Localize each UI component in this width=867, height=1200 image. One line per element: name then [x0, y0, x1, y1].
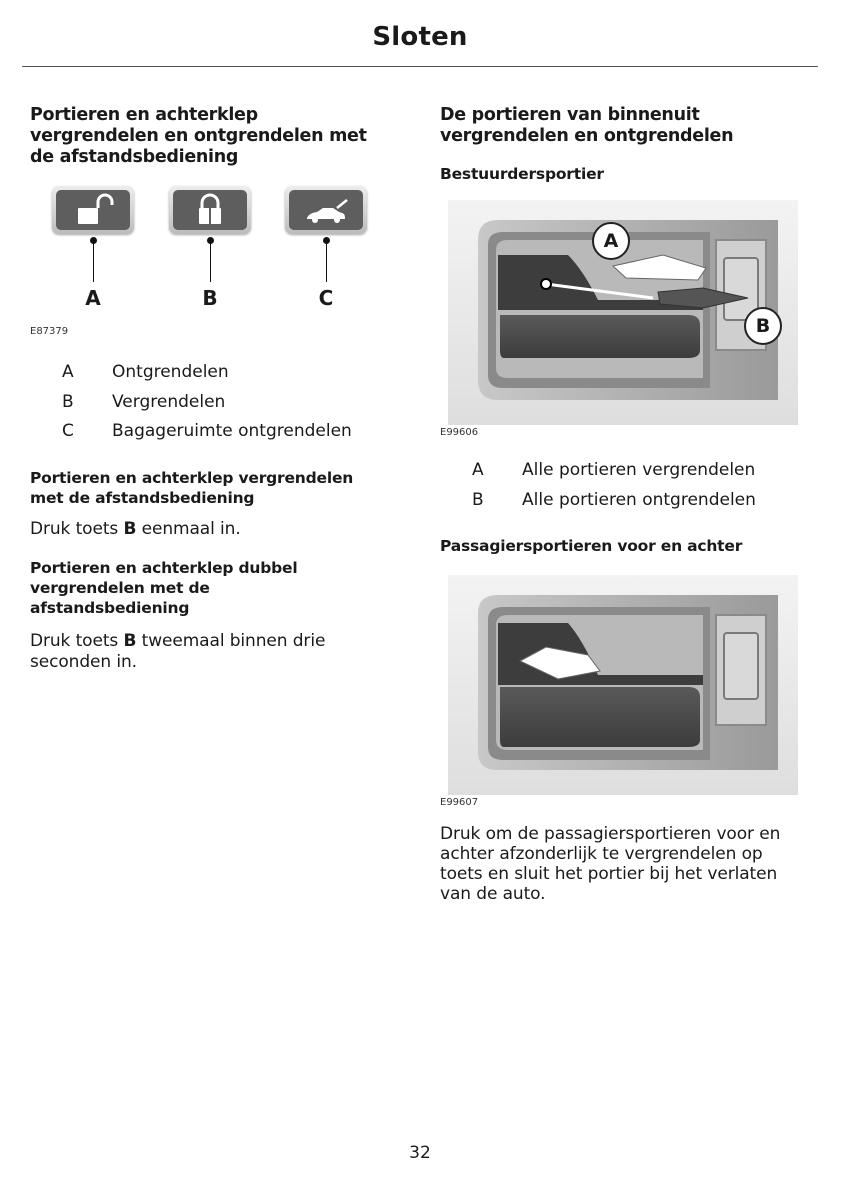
- heading-line: De portieren van binnenuit: [440, 105, 700, 125]
- figure-code: E87379: [30, 326, 69, 337]
- heading-line: Portieren en achterklep vergrendelen: [30, 469, 354, 487]
- subheading-driver-door: Bestuurdersportier: [440, 165, 604, 183]
- leader-line: [326, 240, 327, 282]
- subheading-passenger-doors: Passagiersportieren voor en achter: [440, 537, 743, 555]
- legend-row: [62, 362, 422, 383]
- callout-label: B: [202, 286, 218, 310]
- unlock-icon: [52, 186, 134, 234]
- title-divider: [22, 66, 818, 67]
- page-number: 32: [409, 1143, 431, 1163]
- lock-button-illustration: [169, 186, 251, 234]
- legend-text: Ontgrendelen: [112, 362, 229, 382]
- callout-label-b: B: [744, 307, 782, 345]
- key-label: B: [123, 631, 137, 651]
- legend-key: A: [472, 460, 484, 480]
- legend-key: B: [472, 490, 484, 510]
- legend-key: A: [62, 362, 74, 382]
- lock-icon: [169, 186, 251, 234]
- unlock-button-illustration: [52, 186, 134, 234]
- leader-line: [93, 240, 94, 282]
- heading-line: vergrendelen en ontgrendelen met: [30, 126, 367, 146]
- passenger-door-figure: [448, 575, 798, 795]
- key-label: B: [123, 519, 137, 539]
- section-heading-lock: [30, 468, 420, 508]
- heading-line: vergrendelen met de: [30, 579, 210, 597]
- section-heading-double-lock: [30, 558, 420, 618]
- legend-row: [472, 490, 832, 511]
- heading-line: vergrendelen en ontgrendelen: [440, 126, 734, 146]
- callout-label: C: [318, 286, 334, 310]
- figure-code: E99607: [440, 797, 479, 808]
- figure-code: E99606: [440, 427, 479, 438]
- heading-line: Portieren en achterklep dubbel: [30, 559, 298, 577]
- instruction-text: Druk toets B tweemaal binnen drie seconden in.: [30, 631, 326, 672]
- driver-door-figure: [448, 200, 798, 425]
- remote-buttons-figure: [30, 180, 410, 340]
- section-heading-interior: [440, 105, 840, 147]
- trunk-icon: [285, 186, 367, 234]
- leader-line: [210, 240, 211, 282]
- trunk-button-illustration: [285, 186, 367, 234]
- heading-line: met de afstandsbediening: [30, 489, 255, 507]
- instruction-text: Druk toets B eenmaal in.: [30, 519, 241, 539]
- heading-line: de afstandsbediening: [30, 147, 239, 167]
- legend-text: Vergrendelen: [112, 392, 226, 412]
- legend-row: [472, 460, 832, 481]
- page-title: Sloten: [372, 22, 468, 52]
- passenger-instruction-text: Druk om de passagiersportieren voor en achter afzonderlijk te vergrendelen op toets en sluit het portier bij het verlaten van de auto.: [440, 824, 781, 904]
- legend-row: [62, 392, 422, 413]
- legend-text: Alle portieren ontgrendelen: [522, 490, 756, 510]
- legend-row: [62, 421, 422, 442]
- heading-line: afstandsbediening: [30, 599, 190, 617]
- heading-line: Portieren en achterklep: [30, 105, 258, 125]
- legend-key: C: [62, 421, 74, 441]
- legend-text: Bagageruimte ontgrendelen: [112, 421, 352, 441]
- callout-label-a: A: [592, 222, 630, 260]
- callout-label: A: [85, 286, 101, 310]
- legend-text: Alle portieren vergrendelen: [522, 460, 756, 480]
- legend-key: B: [62, 392, 74, 412]
- section-heading-remote: [30, 105, 420, 168]
